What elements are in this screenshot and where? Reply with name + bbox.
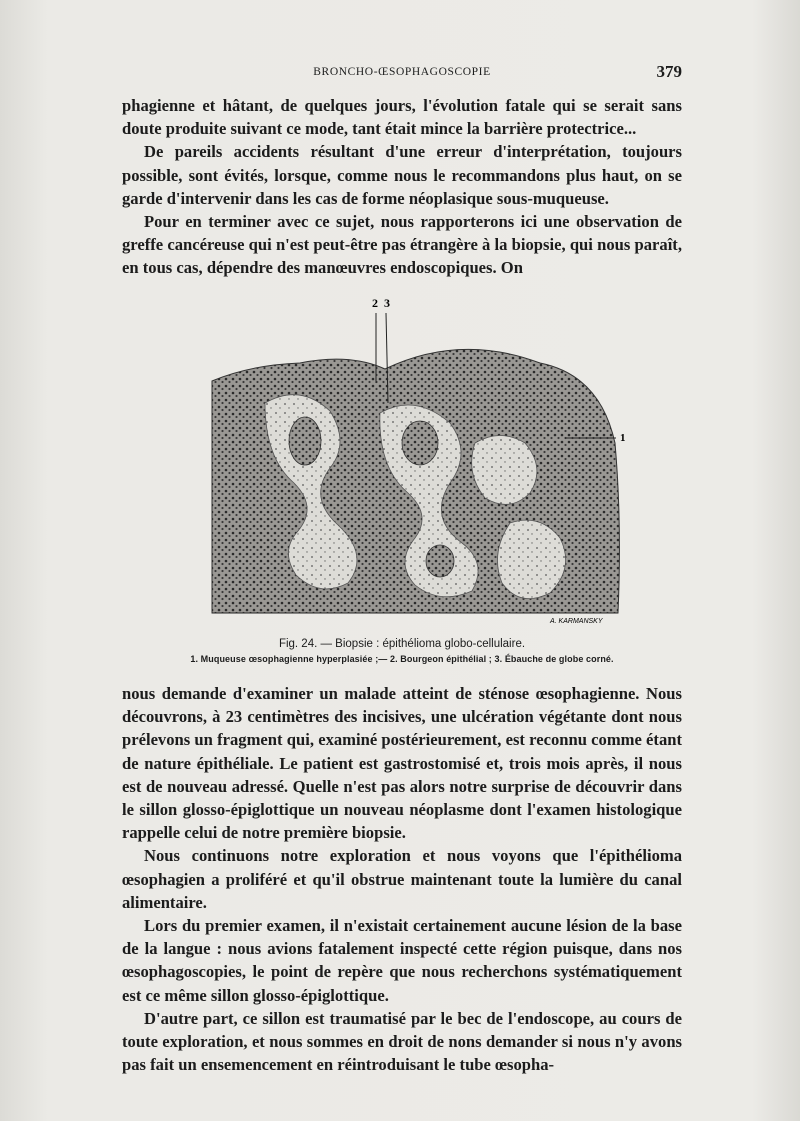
caption-legend: 1. Muqueuse œsophagienne hyperplasiée ;— 2. Bourgeon épithélial ; 3. Ébauche de globe corné. <box>190 654 614 664</box>
histology-illustration <box>210 293 640 633</box>
caption-title: Fig. 24. — Biopsie : épithélioma globo-cellulaire. <box>278 638 526 650</box>
text-block-bottom <box>122 682 682 1076</box>
paragraph: Lors du premier examen, il n'existait certainement aucune lésion de la base de la langue : nous avions fatalement inspecté cette région puisque, dans nos œsophagoscopies, le point de repère que nous recherchons systématiquement est ce même sillon glosso-épiglottique. <box>122 916 682 1005</box>
paragraph: Nous continuons notre exploration et nous voyons que l'épithélioma œsophagien a proliféré et qu'il obstrue maintenant toute la lumière du canal alimentaire. <box>122 846 682 912</box>
epithelial-bud <box>289 417 321 465</box>
figure-caption <box>122 636 682 666</box>
epithelial-bud <box>426 545 454 577</box>
paragraph: nous demande d'examiner un malade atteint de sténose œsophagienne. Nous découvrons, à 23 centimètres des incisives, une ulcération végétante dont nous prélevons un fragment qui, examiné postérieurement, est reconnu comme étant de nature épithéliale. Le patient est gastrostomisé et, trois mois après, il nous est de nouveau adressé. Quelle n'est pas alors notre surprise de découvrir dans le sillon glosso-épiglottique un nouveau néoplasme dont l'examen histologique rappelle celui de notre première biopsie. <box>122 684 682 843</box>
label-2: 2 <box>372 296 378 310</box>
page-header <box>122 62 682 84</box>
label-3: 3 <box>384 296 390 310</box>
paragraph: phagienne et hâtant, de quelques jours, l'évolution fatale qui se serait sans doute produite suivant ce mode, tant était mince la barrière protectrice... <box>122 96 682 139</box>
page-number: 379 <box>656 62 682 81</box>
running-head: BRONCHO-ŒSOPHAGOSCOPIE <box>313 66 491 78</box>
paragraph: Pour en terminer avec ce sujet, nous rapporterons ici une observation de greffe cancéreuse qui n'est peut-être pas étrangère à la biopsie, qui nous paraît, en tous cas, dépendre des manœuvres endoscopiques. On <box>122 212 682 278</box>
label-1: 1 <box>620 432 626 444</box>
figure-24 <box>210 293 640 633</box>
text-block-top <box>122 94 682 280</box>
paragraph: De pareils accidents résultant d'une erreur d'interprétation, toujours possible, sont évités, lorsque, comme nous le recommandons plus haut, on se garde d'intervenir dans les cas de forme néoplasique sous-muqueuse. <box>122 142 682 208</box>
epithelial-bud <box>402 421 438 465</box>
paragraph: D'autre part, ce sillon est traumatisé par le bec de l'endoscope, au cours de toute exploration, et nous sommes en droit de nons demander si nous n'y avons pas fait un ensemencement en réintroduisant le tube œsopha- <box>122 1008 682 1075</box>
artist-signature: A. KARMANSKY <box>550 618 603 625</box>
